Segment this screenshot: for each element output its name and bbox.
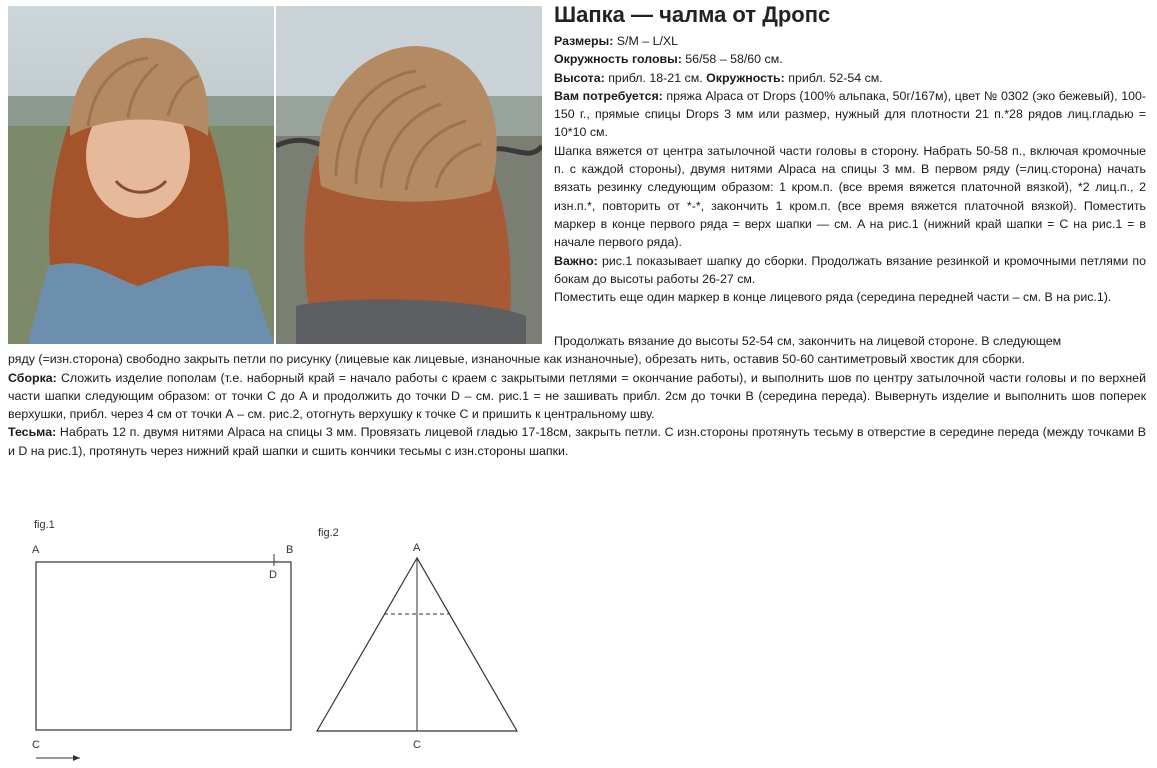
figure-2 — [312, 518, 532, 758]
photo-back-view — [276, 6, 542, 344]
figure-1-rectangle — [36, 562, 291, 730]
figure-1-caption: fig.1 — [34, 519, 55, 531]
figure-1-point-b: B — [286, 544, 294, 556]
figure-2-caption: fig.2 — [318, 527, 339, 539]
photo-front-view — [8, 6, 274, 344]
paragraph-marker: Поместить еще один маркер в конце лицевого ряда (середина передней части – см. В на рис.1). — [554, 290, 1112, 305]
paragraph-assembly: Сборка: Сложить изделие пополам (т.е. наборный край = начало работы с краем с закрытыми петлями = окончание работы), и выполнить шов по центру затылочной части головы и по верхней части шапки следующим образом: от точки С до А и продолжить до точки D – см. рис.1 = не зашивать прибл. 2см до точки В (середина переда). Вывернуть изделие и выполнить шов поперек верхушки, прибл. через 4 см от точки А – см. рис.2, отогнуть верхушку к точке С и пришить к центральному шву. — [8, 370, 1146, 422]
spec-materials: Вам потребуется: пряжа Alpaca от Drops (100% альпака, 50г/167м), цвет № 0302 (эко бежевый), 100-150 г., прямые спицы Drops 3 мм или размер, нужный для плотности 21 п.*28 рядов лиц.гладью = 10*10 см. — [554, 88, 1146, 140]
figure-1-point-d: D — [269, 569, 277, 581]
figure-2-point-c: C — [413, 739, 421, 751]
figure-1-point-c: C — [32, 739, 40, 751]
paragraph-important: Важно: рис.1 показывает шапку до сборки. Продолжать вязание резинкой и кромочными петлями по бокам до высоты работы 26-27 см. — [554, 253, 1146, 286]
figure-1-arrowhead — [73, 755, 80, 761]
spec-head-circumference: Окружность головы: 56/58 – 58/60 см. — [554, 52, 783, 67]
figure-1-point-a: A — [32, 544, 40, 556]
figure-2-point-a: A — [413, 542, 421, 554]
spec-height: Высота: прибл. 18-21 см. Окружность: прибл. 52-54 см. — [554, 70, 883, 85]
pattern-specs — [554, 32, 1146, 306]
paragraph-cast-on: Шапка вяжется от центра затылочной части головы в сторону. Набрать 50-58 п., включая кромочные п. с каждой стороны), двумя нитями Alpaca на спицы 3 мм. В первом ряду (=лиц.сторона) начать вязать резинку следующим образом: 1 кром.п. (все время вяжется платочной вязкой), *2 лиц.п., 2 изн.п.*, повторить от *-*, закончить 1 кром.п. (все время вяжется платочной вязкой). Поместить маркер в конце первого ряда = верх шапки — см. A на рис.1 (нижний край шапки = C на рис.1 = в начале первого ряда). — [554, 143, 1146, 250]
figure-1 — [28, 512, 308, 764]
page-title: Шапка — чалма от Дропс — [554, 2, 831, 27]
paragraph-continue: Продолжать вязание до высоты 52-54 см, закончить на лицевой стороне. В следующем — [554, 334, 1062, 348]
paragraph-ribbon: Тесьма: Набрать 12 п. двумя нитями Alpaca на спицы 3 мм. Провязать лицевой гладью 17-18см, закрыть петли. С изн.стороны протянуть тесьму в отверстие в середине переда (между точками B и D на рис.1), протянуть через нижний край шапки и сшить кончики тесьмы с изн.стороны шапки. — [8, 425, 1146, 458]
spec-sizes: Размеры: S/M – L/XL — [554, 34, 679, 48]
pattern-instructions — [8, 332, 1146, 460]
paragraph-continue-rest: ряду (=изн.сторона) свободно закрыть петли по рисунку (лицевые как лицевые, изнаночные как изнаночные), обрезать нить, оставив 50-60 сантиметровый хвостик для сборки. — [8, 352, 1025, 367]
